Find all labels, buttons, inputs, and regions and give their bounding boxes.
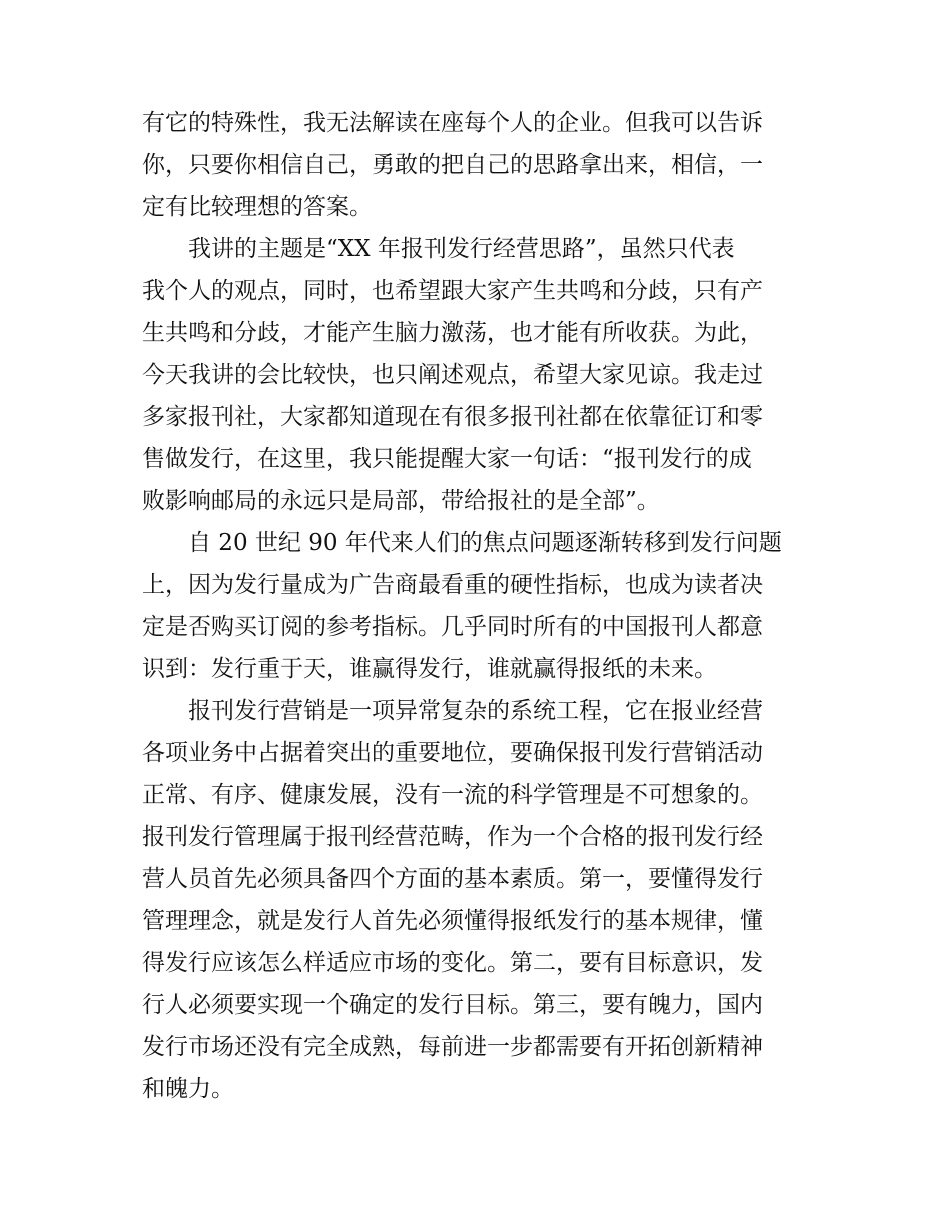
text-line: 有它的特殊性，我无法解读在座每个人的企业。但我可以告诉: [142, 110, 763, 136]
text-line: 定是否购买订阅的参考指标。几乎同时所有的中国报刊人都意: [142, 614, 763, 640]
text-line: 你，只要你相信自己，勇敢的把自己的思路拿出来，相信，一: [142, 152, 763, 178]
text-line: 多家报刊社，大家都知道现在有很多报刊社都在依靠征订和零: [142, 404, 763, 430]
text-line: 各项业务中占据着突出的重要地位，要确保报刊发行营销活动: [142, 740, 763, 766]
text-line: 生共鸣和分歧，才能产生脑力激荡，也才能有所收获。为此，: [142, 320, 763, 346]
text-line: 正常、有序、健康发展，没有一流的科学管理是不可想象的。: [142, 782, 763, 808]
text-line: 行人必须要实现一个确定的发行目标。第三，要有魄力，国内: [142, 992, 763, 1018]
text-line: 上，因为发行量成为广告商最看重的硬性指标，也成为读者决: [142, 572, 763, 598]
text-line: 管理理念，就是发行人首先必须懂得报纸发行的基本规律，懂: [142, 908, 763, 934]
text-line: 我个人的观点，同时，也希望跟大家产生共鸣和分歧，只有产: [142, 278, 763, 304]
text-line: 今天我讲的会比较快，也只阐述观点，希望大家见谅。我走过: [142, 362, 763, 388]
text-line: 我讲的主题是“XX 年报刊发行经营思路”，虽然只代表: [188, 236, 735, 262]
text-line: 营人员首先必须具备四个方面的基本素质。第一，要懂得发行: [142, 866, 763, 892]
text-line: 发行市场还没有完全成熟，每前进一步都需要有开拓创新精神: [142, 1034, 763, 1060]
text-line: 报刊发行营销是一项异常复杂的系统工程，它在报业经营: [188, 698, 763, 724]
text-line: 定有比较理想的答案。: [142, 194, 372, 220]
document-body: [142, 102, 814, 1110]
text-line: 和魄力。: [142, 1076, 234, 1102]
text-line: 报刊发行管理属于报刊经营范畴，作为一个合格的报刊发行经: [142, 824, 763, 850]
text-line: 售做发行，在这里，我只能提醒大家一句话：“报刊发行的成: [142, 446, 752, 472]
text-line: 得发行应该怎么样适应市场的变化。第二，要有目标意识，发: [142, 950, 763, 976]
text-line: 败影响邮局的永远只是局部，带给报社的是全部”。: [142, 488, 660, 514]
text-line: 自 20 世纪 90 年代来人们的焦点问题逐渐转移到发行问题: [188, 530, 782, 556]
text-line: 识到：发行重于天，谁赢得发行，谁就赢得报纸的未来。: [142, 656, 717, 682]
